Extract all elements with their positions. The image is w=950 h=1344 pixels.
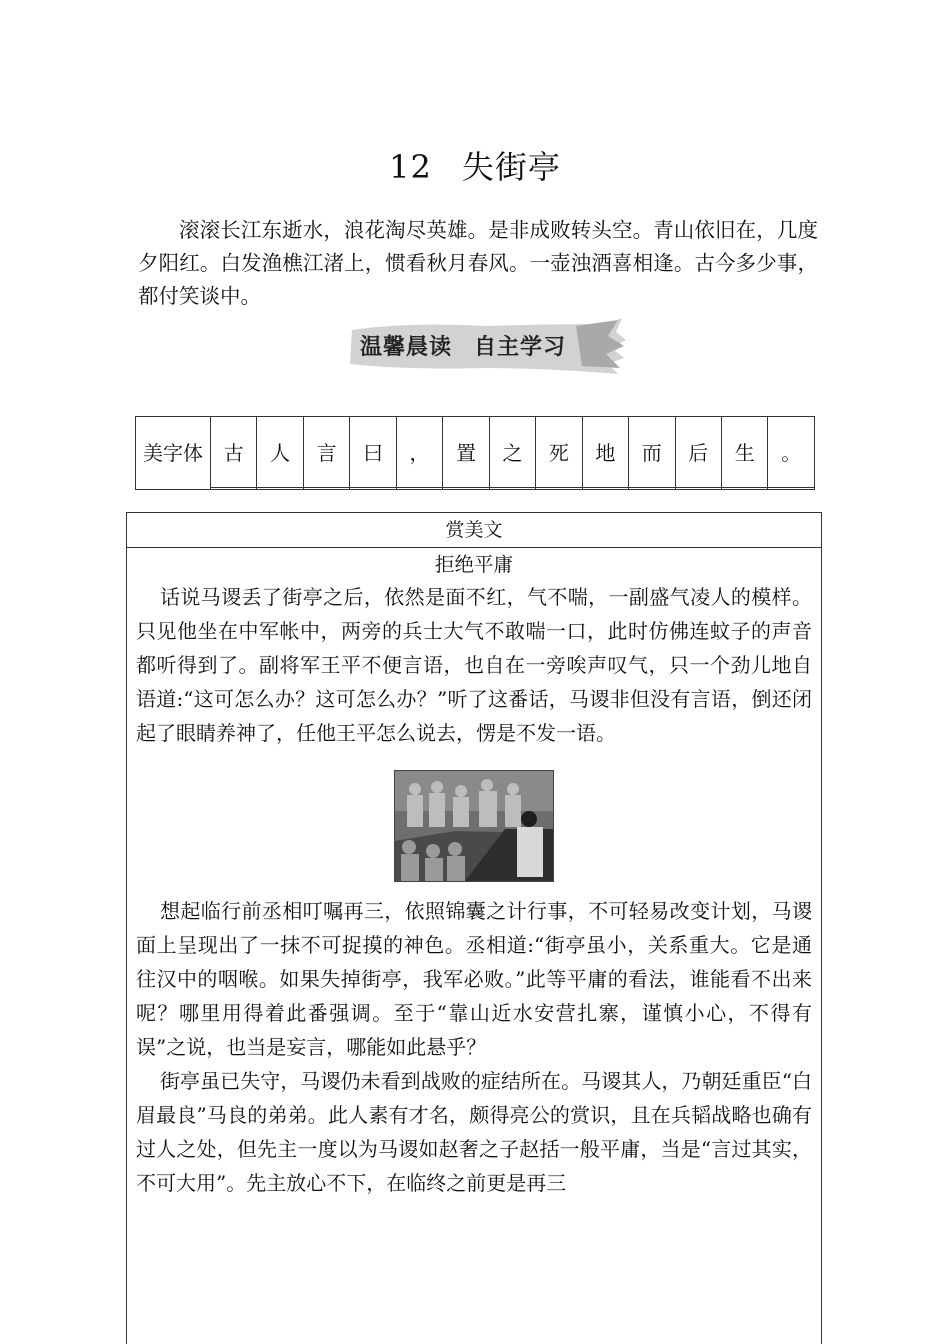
lesson-title	[0, 142, 950, 188]
practice-cell	[489, 487, 535, 489]
lesson-name: 失街亭	[461, 148, 561, 186]
essay-paragraph: 街亭虽已失守，马谡仍未看到战败的症结所在。马谡其人，乃朝廷重臣“白眉最良”马良的弟弟。此人素有才名，颇得亮公的赏识，且在兵韬战略也确有过人之处，但先主一度以为马谡如赵奢之子赵括一般平庸，当是“言过其实，不可大用”。先主放心不下，在临终之前更是再三	[136, 1069, 812, 1195]
practice-cell	[721, 487, 767, 489]
illustration-soldiers-image	[394, 770, 554, 882]
lesson-number: 12	[389, 148, 432, 186]
calligraphy-char: 而	[629, 417, 675, 488]
calligraphy-char: 之	[489, 417, 535, 488]
calligraphy-char: ，	[396, 417, 442, 488]
practice-cell	[211, 487, 257, 489]
calligraphy-char: 置	[443, 417, 489, 488]
practice-cell	[350, 487, 396, 489]
practice-cell	[768, 487, 815, 489]
calligraphy-practice-table	[135, 416, 815, 490]
banner-part1: 温馨晨读	[360, 335, 453, 360]
calligraphy-char: 古	[211, 417, 257, 488]
practice-cell	[629, 487, 675, 489]
practice-cell	[536, 487, 582, 489]
practice-cell	[675, 487, 721, 489]
essay-box	[126, 512, 822, 1344]
section-banner	[346, 318, 628, 374]
essay-section-label: 赏美文	[127, 513, 821, 548]
essay-paragraph: 想起临行前丞相叮嘱再三，依照锦囊之计行事，不可轻易改变计划，马谡面上呈现出了一抹不可捉摸的神色。丞相道:“街亭虽小，关系重大。它是通往汉中的咽喉。如果失掉街亭，我军必败。”此等平庸的看法，谁能看不出来呢？哪里用得着此番强调。至于“靠山近水安营扎寨，谨慎小心，不得有误”之说，也当是妄言，哪能如此悬乎？	[136, 899, 812, 1059]
practice-cell	[582, 487, 628, 489]
practice-cell	[257, 487, 303, 489]
calligraphy-char: 死	[536, 417, 582, 488]
calligraphy-header: 美字体	[136, 417, 211, 490]
calligraphy-char: 。	[768, 417, 815, 488]
practice-cell	[443, 487, 489, 489]
banner-part2: 自主学习	[474, 335, 567, 360]
calligraphy-char: 地	[582, 417, 628, 488]
calligraphy-char: 后	[675, 417, 721, 488]
calligraphy-char: 人	[257, 417, 303, 488]
essay-paragraph: 话说马谡丢了街亭之后，依然是面不红，气不喘，一副盛气凌人的模样。只见他坐在中军帐中，两旁的兵士大气不敢喘一口，此时仿佛连蚊子的声音都听得到了。副将军王平不便言语，也自在一旁唉声叹气，只一个劲儿地自语道:“这可怎么办？这可怎么办？”听了这番话，马谡非但没有言语，倒还闭起了眼睛养神了，任他王平怎么说去，愣是不发一语。	[136, 585, 812, 745]
essay-title: 拒绝平庸	[434, 553, 513, 576]
calligraphy-char: 言	[303, 417, 349, 488]
practice-cell	[303, 487, 349, 489]
calligraphy-char: 生	[721, 417, 767, 488]
calligraphy-char: 曰	[350, 417, 396, 488]
intro-poem: 滚滚长江东逝水，浪花淘尽英雄。是非成败转头空。青山依旧在，几度夕阳红。白发渔樵江渚上，惯看秋月春风。一壶浊酒喜相逢。古今多少事，都付笑谈中。	[138, 218, 818, 308]
practice-cell	[396, 487, 442, 489]
